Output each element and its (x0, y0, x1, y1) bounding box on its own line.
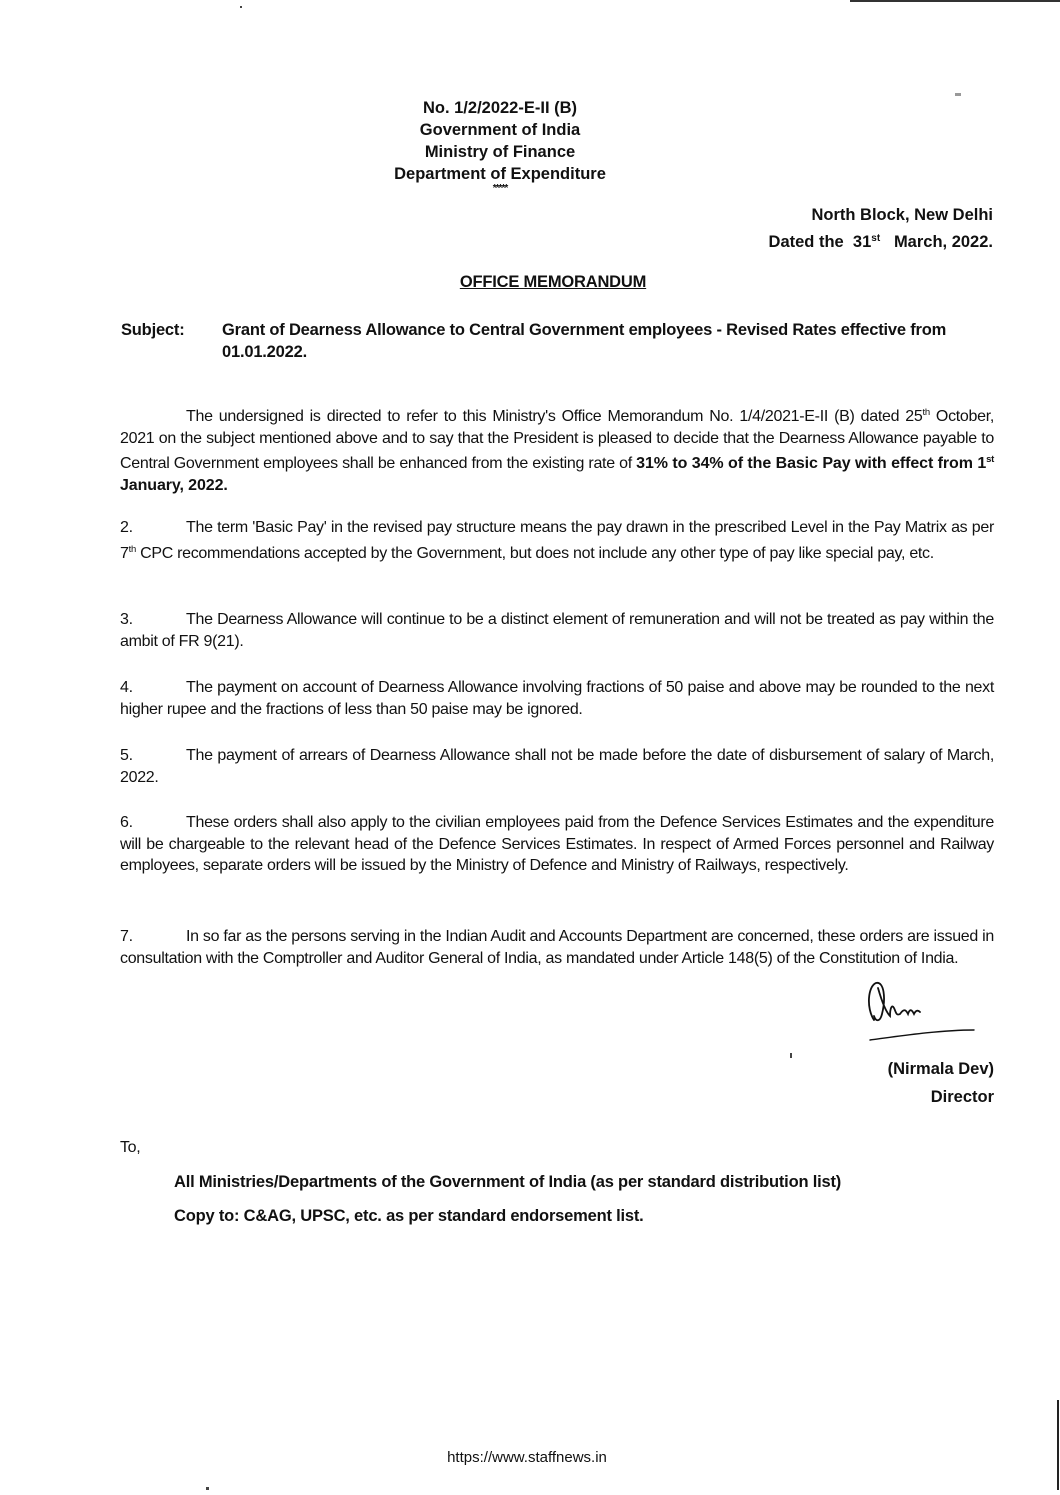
date-prefix: Dated the (768, 233, 844, 251)
memo-title-text: OFFICE MEMORANDUM (459, 273, 647, 291)
government-name: Government of India (419, 121, 581, 139)
paragraph-7-text: In so far as the persons serving in the Indian Audit and Accounts Department are concerned, these orders are issued in consultation with the Comptroller and Auditor General of India, as mandated under Article 148(5) of the Constitution of India. (120, 928, 994, 967)
signatory-name: (Nirmala Dev) (887, 1060, 994, 1078)
to-label: To, (120, 1139, 141, 1156)
paragraph-number: 4. (120, 679, 133, 696)
paragraph-number: 2. (120, 519, 133, 536)
superscript: st (986, 454, 995, 465)
scan-edge-right (1057, 1400, 1059, 1490)
signatory-designation: Director (930, 1088, 994, 1106)
paragraph-number: 5. (120, 747, 133, 764)
file-number: No. 1/2/2022-E-II (B) (422, 99, 578, 117)
scan-speck (790, 1053, 792, 1058)
scan-speck (206, 1487, 209, 1490)
paragraph-2-text: CPC recommendations accepted by the Government, but does not include any other type of pay like special pay, etc. (135, 544, 934, 562)
date-day: 31 (852, 233, 872, 251)
header-separator: ***** (492, 183, 508, 194)
scan-speck (240, 6, 242, 8)
paragraph-6-text: These orders shall also apply to the civilian employees paid from the Defence Services Estimates and the expenditure will be chargeable to the relevant head of the Defence Services Estimates. In respect of Armed Forces personnel and Railway employees, separate orders will be issued by the Ministry of Defence and Ministry of Railways, respectively. (120, 814, 994, 874)
memo-title (0, 273, 1060, 292)
signatory-block (888, 1055, 994, 1111)
paragraph-3 (120, 609, 994, 652)
recipients: All Ministries/Departments of the Government of India (as per standard distribution list) (174, 1173, 842, 1191)
paragraph-5-text: The payment of arrears of Dearness Allowance shall not be made before the date of disbursement of salary of March, 2022. (120, 747, 994, 786)
distribution-block (174, 1165, 841, 1233)
superscript: th (922, 407, 930, 418)
place-and-date (769, 204, 993, 254)
footer-url-link[interactable]: https://www.staffnews.in (447, 1449, 607, 1466)
paragraph-1-emphasis: January, 2022. (120, 476, 228, 494)
paragraph-1-emphasis: 31% to 34% of the Basic Pay with effect from 1 (636, 455, 987, 472)
copy-to: Copy to: C&AG, UPSC, etc. as per standard endorsement list. (174, 1207, 644, 1225)
paragraph-4 (120, 677, 994, 720)
paragraph-1 (120, 402, 994, 496)
scan-edge-top (850, 0, 1060, 2)
department-name: Department of Expenditure (394, 165, 606, 183)
ministry-name: Ministry of Finance (424, 143, 576, 161)
scan-speck (955, 93, 961, 96)
date-line (769, 227, 993, 254)
paragraph-4-text: The payment on account of Dearness Allowance involving fractions of 50 paise and above may be rounded to the next higher rupee and the fractions of less than 50 paise may be ignored. (120, 679, 994, 718)
paragraph-1-text: October, 2021 on the subject mentioned above and to say that the President is pleased to decide that the Dearness Allowance payable to Central Government employees shall be enhanced from the existing rate of (120, 408, 994, 472)
paragraph-3-text: The Dearness Allowance will continue to be a distinct element of remuneration and will not be treated as pay within the ambit of FR 9(21). (120, 611, 994, 650)
paragraph-number: 6. (120, 814, 133, 831)
handwritten-signature (860, 978, 980, 1048)
paragraph-2 (120, 517, 994, 564)
subject-label: Subject: (121, 321, 185, 339)
paragraph-1-text: The undersigned is directed to refer to this Ministry's Office Memorandum No. 1/4/2021-E-II (B) dated 25 (186, 408, 923, 425)
date-rest: March, 2022. (893, 233, 993, 251)
paragraph-number: 7. (120, 928, 133, 945)
subject-text: Grant of Dearness Allowance to Central Government employees - Revised Rates effective from 01.01.2022. (222, 321, 947, 361)
paragraph-5 (120, 745, 994, 788)
letterhead (0, 97, 1060, 193)
paragraph-number: 3. (120, 611, 133, 628)
location: North Block, New Delhi (811, 206, 993, 224)
subject-block (121, 319, 994, 363)
paragraph-7 (120, 926, 994, 969)
footer (0, 1449, 1060, 1466)
paragraph-2-text: The term 'Basic Pay' in the revised pay structure means the pay drawn in the prescribed Level in the Pay Matrix as per 7 (120, 519, 994, 562)
superscript: th (128, 543, 136, 555)
date-day-suffix: st (871, 233, 881, 244)
paragraph-6 (120, 812, 994, 877)
